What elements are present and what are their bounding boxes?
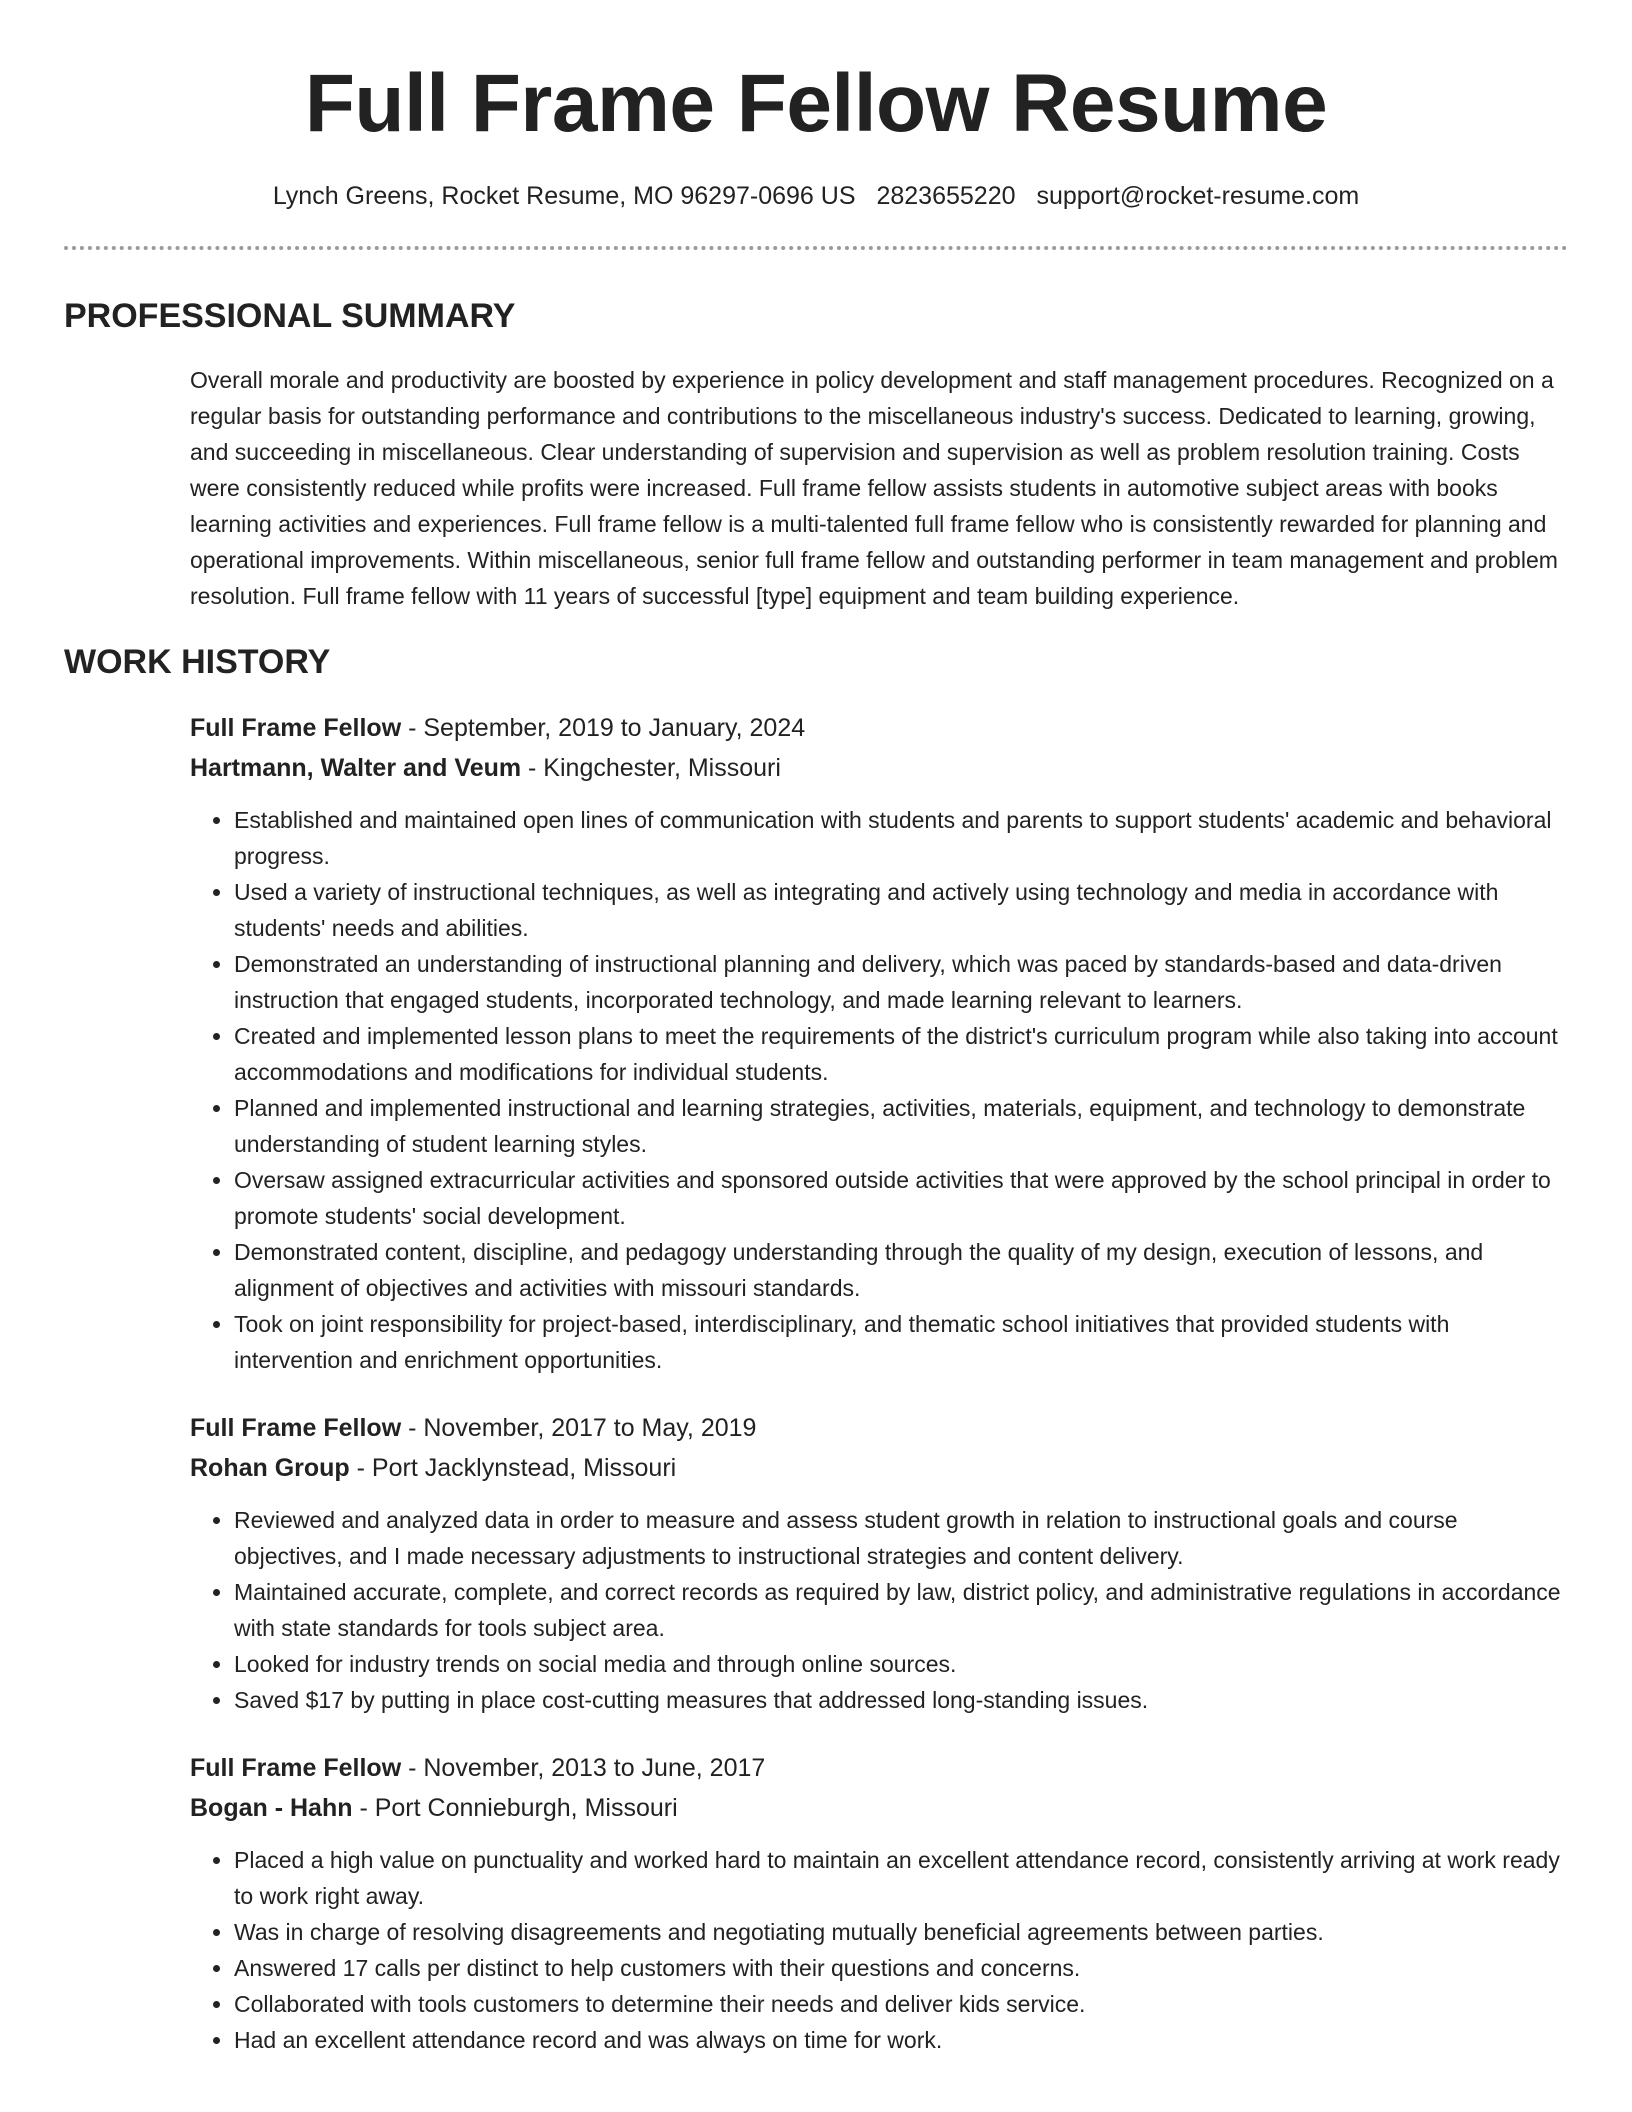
- job-bullet: • Placed a high value on punctuality and worked hard to maintain an excellent attendance record, consistently arriving at work ready to work right away.: [234, 1842, 1568, 1914]
- job-bullet: • Created and implemented lesson plans to meet the requirements of the district's curriculum program while also taking into account accommodations and modifications for individual students.: [234, 1018, 1568, 1090]
- job-company-line: [190, 748, 1568, 788]
- job-location: - Port Jacklynstead, Missouri: [349, 1454, 677, 1482]
- job-bullet: • Was in charge of resolving disagreements and negotiating mutually beneficial agreements between parties.: [234, 1914, 1568, 1950]
- job-bullet: • Used a variety of instructional techniques, as well as integrating and actively using technology and media in accordance with students' needs and abilities.: [234, 874, 1568, 946]
- job-entry: [190, 708, 1568, 1378]
- job-role: Full Frame Fellow: [190, 1754, 402, 1782]
- job-bullet: • Established and maintained open lines of communication with students and parents to support students' academic and behavioral progress.: [234, 802, 1568, 874]
- job-role: Full Frame Fellow: [190, 1414, 402, 1442]
- contact-email[interactable]: support@rocket-resume.com: [1036, 182, 1360, 210]
- job-bullet: • Maintained accurate, complete, and correct records as required by law, district policy, and administrative regulations in accordance with state standards for tools subject area.: [234, 1574, 1568, 1646]
- job-company-line: [190, 1448, 1568, 1488]
- summary-paragraph: Overall morale and productivity are boosted by experience in policy development and staff management procedures. Recognized on a regular basis for outstanding performance and contributions to the miscellaneous industry's success. Dedicated to learning, growing, and succeeding in miscellaneous. Clear understanding of supervision and supervision as well as problem resolution training. Costs were consistently reduced while profits were increased. Full frame fellow assists students in automotive subject areas with books learning activities and experiences. Full frame fellow is a multi-talented full frame fellow who is consistently rewarded for planning and operational improvements. Within miscellaneous, senior full frame fellow and outstanding performer in team management and problem resolution. Full frame fellow with 11 years of successful [type] equipment and team building experience.: [190, 367, 1558, 609]
- job-bullet: • Demonstrated content, discipline, and pedagogy understanding through the quality of my design, execution of lessons, and alignment of objectives and activities with missouri standards.: [234, 1234, 1568, 1306]
- job-entry: [190, 1408, 1568, 1718]
- job-bullet: • Demonstrated an understanding of instructional planning and delivery, which was paced by standards-based and data-driven instruction that engaged students, incorporated technology, and made learning relevant to learners.: [234, 946, 1568, 1018]
- job-location: - Port Connieburgh, Missouri: [352, 1794, 678, 1822]
- job-dates: - November, 2013 to June, 2017: [401, 1754, 766, 1782]
- job-title-line: [190, 708, 1568, 748]
- job-dates: - November, 2017 to May, 2019: [401, 1414, 757, 1442]
- contact-address: Lynch Greens, Rocket Resume, MO 96297-0696 US: [272, 182, 856, 210]
- job-company-line: [190, 1788, 1568, 1828]
- job-company: Bogan - Hahn: [190, 1794, 353, 1822]
- job-bullet-list: [190, 1842, 1568, 2058]
- job-bullet: • Collaborated with tools customers to determine their needs and deliver kids service.: [234, 1986, 1568, 2022]
- section-title-professional-summary: PROFESSIONAL SUMMARY: [64, 297, 516, 335]
- job-location: - Kingchester, Missouri: [521, 754, 781, 782]
- header-divider: [64, 246, 1568, 250]
- contact-phone[interactable]: 2823655220: [876, 182, 1016, 210]
- job-bullet: • Had an excellent attendance record and was always on time for work.: [234, 2022, 1568, 2058]
- job-bullet: • Took on joint responsibility for project-based, interdisciplinary, and thematic school initiatives that provided students with intervention and enrichment opportunities.: [234, 1306, 1568, 1378]
- job-bullet: • Planned and implemented instructional and learning strategies, activities, materials, equipment, and technology to demonstrate understanding of student learning styles.: [234, 1090, 1568, 1162]
- job-bullet: • Oversaw assigned extracurricular activities and sponsored outside activities that were approved by the school principal in order to promote students' social development.: [234, 1162, 1568, 1234]
- job-bullet-list: [190, 1502, 1568, 1718]
- job-bullet: • Looked for industry trends on social media and through online sources.: [234, 1646, 1568, 1682]
- resume-title: Full Frame Fellow Resume: [304, 58, 1328, 149]
- section-title-work-history: WORK HISTORY: [64, 643, 331, 681]
- job-entry: [190, 1748, 1568, 2058]
- job-company: Hartmann, Walter and Veum: [190, 754, 522, 782]
- job-bullet: • Reviewed and analyzed data in order to measure and assess student growth in relation to instructional goals and course objectives, and I made necessary adjustments to instructional strategies and content delivery.: [234, 1502, 1568, 1574]
- job-role: Full Frame Fellow: [190, 714, 402, 742]
- job-title-line: [190, 1408, 1568, 1448]
- job-company: Rohan Group: [190, 1454, 350, 1482]
- job-bullet-list: [190, 802, 1568, 1378]
- job-bullet: • Saved $17 by putting in place cost-cutting measures that addressed long-standing issues.: [234, 1682, 1568, 1718]
- job-dates: - September, 2019 to January, 2024: [401, 714, 806, 742]
- job-bullet: • Answered 17 calls per distinct to help customers with their questions and concerns.: [234, 1950, 1568, 1986]
- job-title-line: [190, 1748, 1568, 1788]
- contact-line: [64, 180, 1568, 212]
